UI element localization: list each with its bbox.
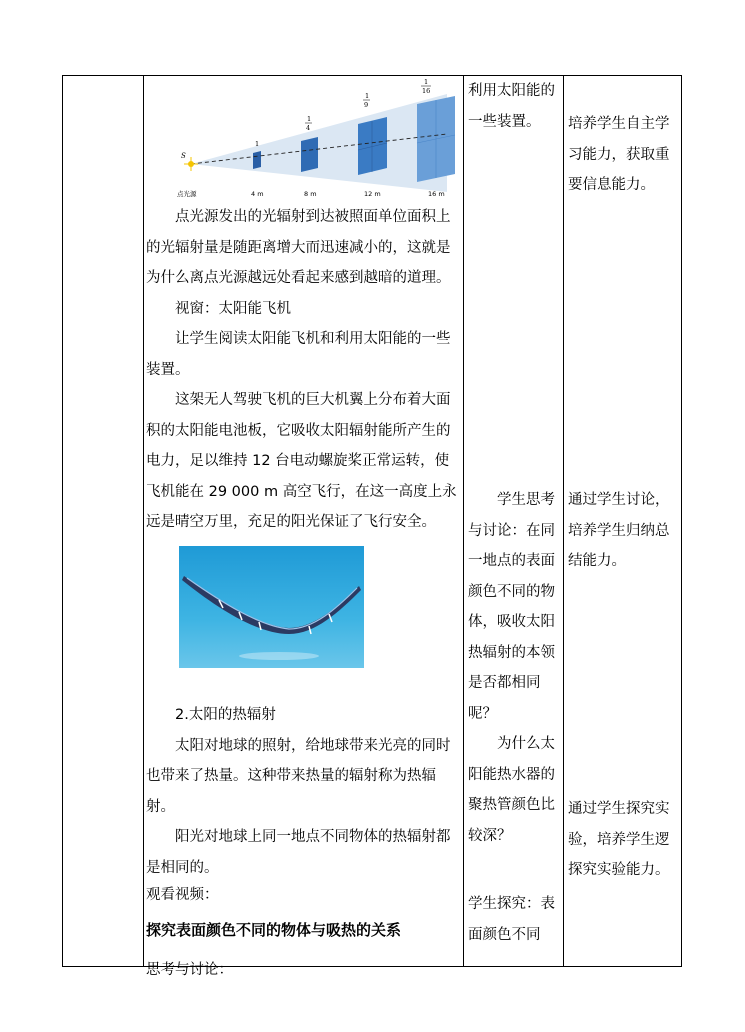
teaching-content-column [146,202,461,538]
svg-text:1: 1 [307,115,312,123]
square-4m [253,151,261,169]
svg-text:1: 1 [424,78,429,86]
purpose-text: 培养学生自主学习能力，获取重要信息能力。 [568,116,670,193]
svg-text:1: 1 [365,92,370,100]
teaching-content-column-lower [146,700,461,986]
fraction-label: 1 [255,140,260,148]
student-activity-column [468,485,560,851]
section-heading: 视窗：太阳能飞机 [175,300,291,317]
paragraph: 太阳对地球的照射，给地球带来光亮的同时也带来了热量。这种带来热量的辐射称为热辐射。 [146,737,451,815]
section-heading: 2.太阳的热辐射 [175,707,276,723]
design-purpose-column [568,794,678,886]
student-text: 学生探究：表面颜色不同 [468,896,555,943]
solar-plane-photo [179,546,364,668]
svg-text:4: 4 [306,124,311,132]
purpose-text: 通过学生探究实验，培养学生逻探究实验能力。 [568,801,670,878]
purpose-text: 通过学生讨论，培养学生归纳总结能力。 [568,492,670,569]
source-s-label: S [181,152,186,160]
point-light-diagram [173,78,461,200]
svg-text:16: 16 [422,87,431,95]
paragraph: 阳光对地球上同一地点不同物体的热辐射都是相同的。 [146,829,451,876]
column-divider [143,76,144,966]
svg-text:9: 9 [364,101,369,109]
design-purpose-column [568,109,678,201]
paragraph: 让学生阅读太阳能飞机和利用太阳能的一些装置。 [146,331,451,378]
distance-label: 8 m [304,190,317,198]
square-8m [301,137,318,172]
distance-label: 12 m [364,190,381,198]
paragraph: 思考与讨论： [146,962,233,978]
student-text: 为什么太阳能热水器的聚热管颜色比较深？ [468,736,555,844]
student-activity-column [468,889,560,950]
paragraph: 点光源发出的光辐射到达被照面单位面积上的光辐射量是随距离增大而迅速减小的，这就是为什么离点光源越远处看起来感到越暗的道理。 [146,209,451,286]
paragraph: 观看视频： [146,887,219,903]
student-activity-column [468,76,560,137]
paragraph: 这架无人驾驶飞机的巨大机翼上分布着大面积的太阳能电池板，它吸收太阳辐射能所产生的电力，足以维持 12 台电动螺旋桨正常运转，使飞机能在 29 000 m 高空飞行，在这一高度上永远是晴空万里，充足的阳光保证了飞行安全。 [146,392,457,530]
section-heading: 探究表面颜色不同的物体与吸热的关系 [146,921,402,939]
design-purpose-column [568,485,678,577]
source-label: 点光源 [177,190,197,198]
column-divider [563,76,564,966]
column-divider [463,76,464,966]
lesson-table [62,75,682,978]
distance-label: 16 m [428,190,445,198]
square-12m [358,117,387,175]
student-text: 学生思考与讨论：在同一地点的表面颜色不同的物体，吸收太阳热辐射的本领是否都相同呢？ [468,492,555,722]
distance-label: 4 m [251,190,264,198]
student-text: 利用太阳能的一些装置。 [468,83,555,130]
